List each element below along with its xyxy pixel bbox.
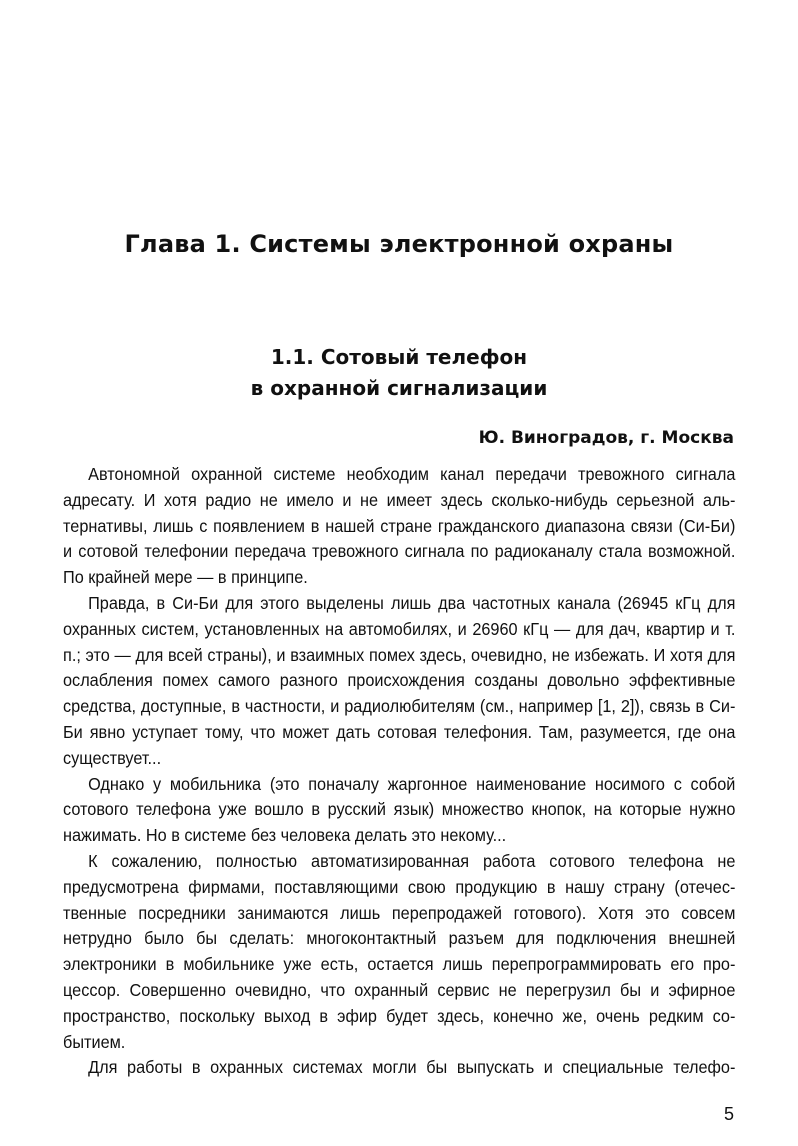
page-number: 5 <box>723 1104 734 1124</box>
section-title <box>0 342 798 404</box>
paragraph: Автономной охранной системе необходим канал передачи тревожного сигнала адресату. И хотя радио не имело и не имеет здесь сколько-нибудь серьезной альтернативы, лишь с появлением в нашей стране гражданского диапазона связи (Си-Би) и сотовой телефонии передача тревожного сигнала по радиоканалу стала возможной. По крайней мере — в принципе. <box>63 464 736 588</box>
author-byline: Ю. Виноградов, г. Москва <box>478 428 734 448</box>
section-title-line-2: в охранной сигнализации <box>250 376 548 400</box>
section-title-line-1: 1.1. Сотовый телефон <box>270 345 528 369</box>
paragraph: Правда, в Си-Би для этого выделены лишь два частотных канала (26945 кГц для охранных систем, установленных на автомобилях, и 26960 кГц — для дач, квартир и т. п.; это — для всей страны), и взаимных помех здесь, очевидно, не избежать. И хотя для ослабления помех самого разного происхождения созданы довольно эффективные средства, доступные, в частности, и радиолюбителям (см., например [1, 2]), связь в Си-Би явно уступает тому, что может дать сотовая телефония. Там, разумеется, где она существует... <box>63 592 736 768</box>
chapter-title: Глава 1. Системы электронной охраны <box>124 230 674 258</box>
paragraph: К сожалению, полностью автоматизированная работа сотового телефона не предусмотрена фирмами, поставляющими свою продукцию в нашу страну (отечественные посредники занимаются лишь перепродажей готового). Хотя это совсем нетрудно было бы сделать: многоконтактный разъем для подключения внешней электроники в мобильнике уже есть, остается лишь перепрограммировать его процессор. Совершенно очевидно, что охранный сервис не перегрузил бы и эфирное пространство, поскольку выход в эфир будет здесь, конечно же, очень редким событием. <box>63 850 736 1052</box>
article-body <box>63 462 735 1081</box>
paragraph: Для работы в охранных системах могли бы выпускать и специальные телефо- <box>88 1057 736 1078</box>
paragraph: Однако у мобильника (это поначалу жаргонное наименование носимого с собой сотового телефона уже вошло в русский язык) множество кнопок, на которые нужно нажимать. Но в системе без человека делать это некому... <box>63 773 736 846</box>
